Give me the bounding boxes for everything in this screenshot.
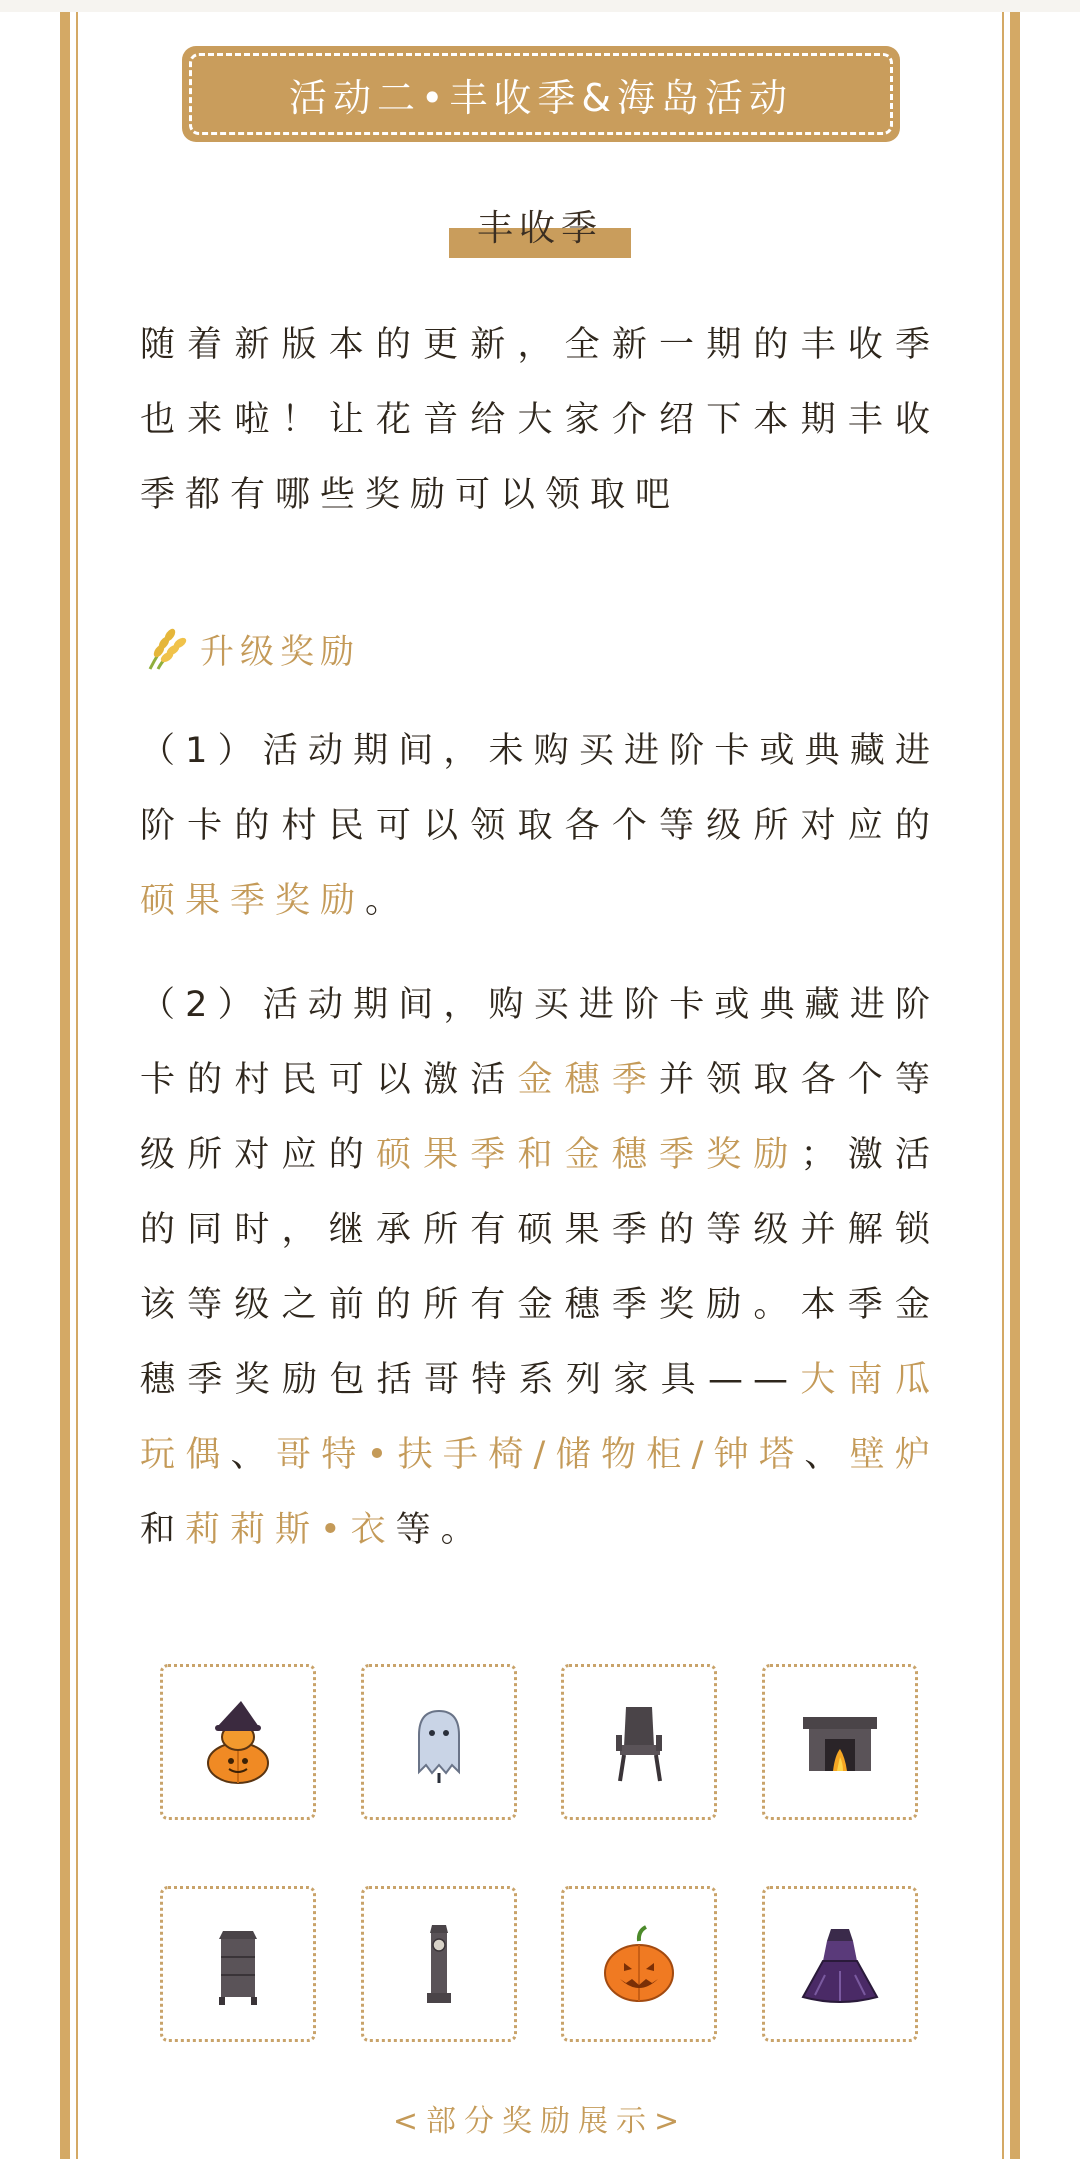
p2-highlight-fireplace: 壁炉: [849, 1435, 940, 1475]
p2-highlight-gothic-furniture: 哥特•扶手椅/储物柜/钟塔: [275, 1435, 805, 1475]
reward-caption: <部分奖励展示>: [392, 2104, 688, 2139]
upgrade-paragraph-2: [140, 968, 940, 1568]
clock-tower-icon: [394, 1919, 484, 2009]
title-banner: [182, 46, 900, 142]
intro-paragraph: 随着新版本的更新，全新一期的丰收季也来啦！让花音给大家介绍下本期丰收季都有哪些奖励可以领取吧: [140, 325, 940, 515]
p2-text-g: 、: [230, 1435, 276, 1475]
reward-item: [561, 1664, 717, 1820]
subtitle-text: 丰收季: [476, 208, 603, 249]
frame-left-thin: [76, 12, 78, 2159]
p2-text-k: 和: [140, 1510, 186, 1550]
reward-item: [160, 1886, 316, 2042]
p2-text-e: ；激活的同时，继承所有硕果季的等级并解锁该等级之前的所有金穗季奖励。本季金穗季奖励包括哥特系列家具——: [140, 1135, 940, 1400]
upgrade-heading: [140, 622, 360, 674]
p2-highlight-season-rewards: 硕果季和金穗季奖励: [375, 1135, 801, 1175]
p1-text-c: 。: [365, 881, 411, 921]
title-text: 活动二•丰收季&海岛活动: [189, 53, 893, 135]
p2-highlight-lilith-outfit: 莉莉斯•衣: [185, 1510, 396, 1550]
p2-text-c: 并领取各个等级所对应的: [140, 1060, 940, 1175]
reward-item: [361, 1664, 517, 1820]
p1-highlight-harvest-reward: 硕果季奖励: [140, 881, 366, 921]
top-edge: [0, 0, 1080, 12]
p2-highlight-golden-season: 金穗季: [517, 1060, 660, 1100]
fireplace-icon: [795, 1697, 885, 1787]
reward-item: [561, 1886, 717, 2042]
gothic-armchair-icon: [594, 1697, 684, 1787]
p2-highlight-pumpkin-doll: 大南瓜玩偶: [140, 1360, 940, 1475]
reward-item: [762, 1664, 918, 1820]
reward-item: [361, 1886, 517, 2042]
ghost-icon: [394, 1697, 484, 1787]
frame-right-thin: [1002, 12, 1004, 2159]
witch-pumpkin-icon: [193, 1697, 283, 1787]
p2-text-i: 、: [804, 1435, 850, 1475]
wheat-icon: [140, 623, 190, 673]
p2-text-m: 等。: [395, 1510, 486, 1550]
lilith-dress-icon: [795, 1919, 885, 2009]
p1-text-a: （1）活动期间，未购买进阶卡或典藏进阶卡的村民可以领取各个等级所对应的: [140, 731, 940, 846]
upgrade-paragraph-1: [140, 714, 940, 939]
upgrade-title: 升级奖励: [200, 631, 360, 672]
frame-right-thick: [1010, 12, 1020, 2159]
section-subtitle: [449, 200, 631, 262]
frame-left-thick: [60, 12, 70, 2159]
jack-o-lantern-icon: [594, 1919, 684, 2009]
gothic-cabinet-icon: [193, 1919, 283, 2009]
reward-item: [762, 1886, 918, 2042]
p2-text-a: （2）活动期间，购买进阶卡或典藏进阶卡的村民可以激活: [140, 985, 940, 1100]
reward-item: [160, 1664, 316, 1820]
